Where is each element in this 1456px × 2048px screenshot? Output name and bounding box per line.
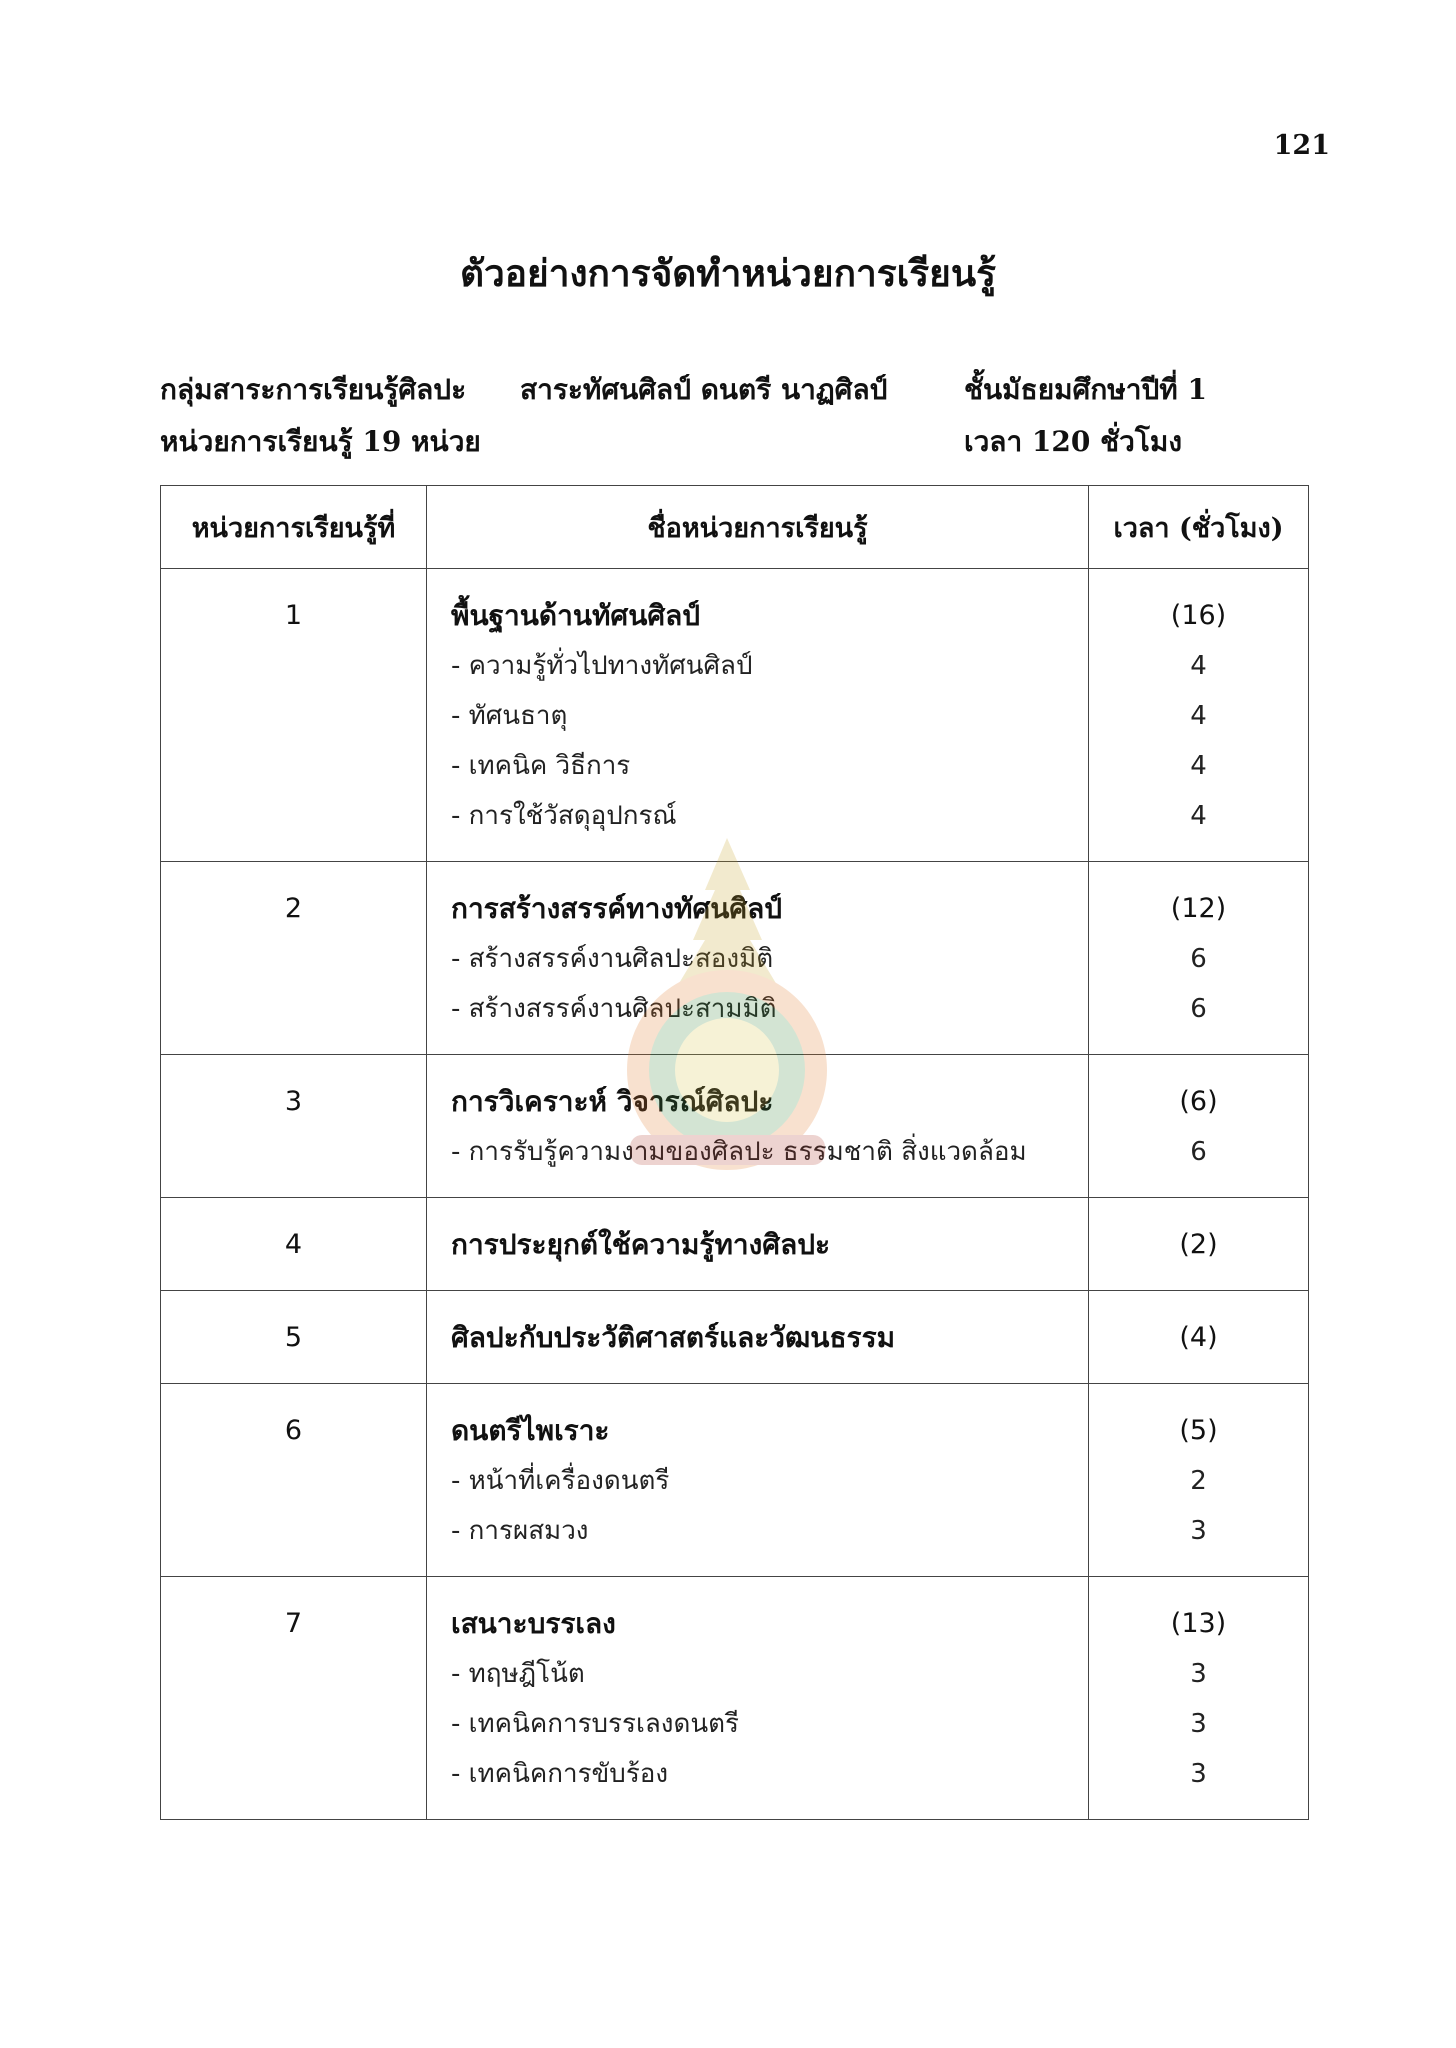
unit-title: พื้นฐานด้านทัศนศิลป์ bbox=[451, 599, 701, 632]
spacer bbox=[161, 1506, 426, 1556]
total-time: เวลา 120 ชั่วโมง bbox=[964, 425, 1183, 458]
unit-number-cell bbox=[161, 1291, 427, 1384]
unit-number: 4 bbox=[284, 1229, 303, 1260]
unit-hours-total: (12) bbox=[1170, 893, 1227, 924]
unit-name-cell bbox=[427, 1055, 1089, 1198]
unit-name-cell bbox=[427, 1198, 1089, 1291]
unit-number: 6 bbox=[284, 1415, 303, 1446]
unit-number-cell bbox=[161, 569, 427, 862]
sub-topic-hours: 3 bbox=[1190, 1516, 1207, 1546]
sub-topic-hours: 4 bbox=[1190, 801, 1207, 831]
unit-title: การวิเคราะห์ วิจารณ์ศิลปะ bbox=[451, 1085, 774, 1118]
unit-hours-total: (16) bbox=[1170, 600, 1227, 631]
sub-topic: - สร้างสรรค์งานศิลปะสามมิติ bbox=[451, 994, 777, 1024]
unit-number-cell bbox=[161, 1384, 427, 1577]
sub-topic: - สร้างสรรค์งานศิลปะสองมิติ bbox=[451, 944, 774, 974]
unit-title: ศิลปะกับประวัติศาสตร์และวัฒนธรรม bbox=[451, 1321, 896, 1354]
unit-hours-cell bbox=[1089, 1577, 1309, 1820]
unit-hours-cell bbox=[1089, 1055, 1309, 1198]
sub-topic: - การรับรู้ความงามของศิลปะ ธรรมชาติ สิ่งแวดล้อม bbox=[451, 1137, 1027, 1167]
sub-topic-hours: 4 bbox=[1190, 701, 1207, 731]
unit-title: เสนาะบรรเลง bbox=[451, 1607, 616, 1640]
unit-hours-cell bbox=[1089, 862, 1309, 1055]
table-row bbox=[161, 1291, 1309, 1384]
spacer bbox=[161, 641, 426, 691]
sub-topic: - หน้าที่เครื่องดนตรี bbox=[451, 1466, 670, 1496]
unit-hours-total: (5) bbox=[1179, 1415, 1218, 1446]
sub-topic-hours: 6 bbox=[1190, 994, 1207, 1024]
spacer bbox=[161, 791, 426, 841]
unit-title: ดนตรีไพเราะ bbox=[451, 1414, 610, 1447]
header-unit-number: หน่วยการเรียนรู้ที่ bbox=[161, 486, 427, 569]
unit-name-cell bbox=[427, 569, 1089, 862]
unit-name-cell bbox=[427, 1577, 1089, 1820]
page-number: 121 bbox=[1273, 130, 1330, 161]
unit-hours-total: (2) bbox=[1179, 1229, 1218, 1260]
spacer bbox=[161, 1127, 426, 1177]
sub-topic-hours: 6 bbox=[1190, 1137, 1207, 1167]
sub-topic-hours: 6 bbox=[1190, 944, 1207, 974]
spacer bbox=[161, 741, 426, 791]
table-row bbox=[161, 1198, 1309, 1291]
header-unit-name: ชื่อหน่วยการเรียนรู้ bbox=[427, 486, 1089, 569]
unit-hours-cell bbox=[1089, 1291, 1309, 1384]
unit-number-cell bbox=[161, 1577, 427, 1820]
sub-topic-hours: 2 bbox=[1190, 1466, 1207, 1496]
spacer bbox=[161, 934, 426, 984]
unit-number-cell bbox=[161, 1055, 427, 1198]
unit-hours-total: (13) bbox=[1170, 1608, 1227, 1639]
unit-name-cell bbox=[427, 1291, 1089, 1384]
unit-name-cell bbox=[427, 862, 1089, 1055]
sub-topic-hours: 4 bbox=[1190, 751, 1207, 781]
sub-topic: - การผสมวง bbox=[451, 1516, 589, 1546]
learning-units-table bbox=[160, 485, 1309, 1820]
sub-topic-hours: 3 bbox=[1190, 1659, 1207, 1689]
sub-topic-hours: 4 bbox=[1190, 651, 1207, 681]
spacer bbox=[161, 984, 426, 1034]
sub-topic: - ทฤษฎีโน้ต bbox=[451, 1659, 585, 1689]
sub-topic-hours: 3 bbox=[1190, 1759, 1207, 1789]
table-row bbox=[161, 1577, 1309, 1820]
unit-number: 1 bbox=[284, 600, 303, 631]
sub-topic: - เทคนิคการขับร้อง bbox=[451, 1759, 669, 1789]
spacer bbox=[161, 1649, 426, 1699]
table-row bbox=[161, 862, 1309, 1055]
spacer bbox=[161, 1456, 426, 1506]
unit-hours-cell bbox=[1089, 1384, 1309, 1577]
grade-level: ชั้นมัธยมศึกษาปีที่ 1 bbox=[964, 373, 1207, 406]
sub-topic: - ทัศนธาตุ bbox=[451, 701, 568, 731]
spacer bbox=[161, 691, 426, 741]
unit-number-cell bbox=[161, 1198, 427, 1291]
sub-topic: - เทคนิค วิธีการ bbox=[451, 751, 631, 781]
unit-count: หน่วยการเรียนรู้ 19 หน่วย bbox=[160, 425, 481, 458]
unit-number-cell bbox=[161, 862, 427, 1055]
document-title: ตัวอย่างการจัดทำหน่วยการเรียนรู้ bbox=[459, 251, 997, 295]
strands: สาระทัศนศิลป์ ดนตรี นาฏศิลป์ bbox=[520, 373, 888, 406]
unit-hours-cell bbox=[1089, 569, 1309, 862]
table-row bbox=[161, 1055, 1309, 1198]
spacer bbox=[161, 1749, 426, 1799]
unit-title: การสร้างสรรค์ทางทัศนศิลป์ bbox=[451, 892, 783, 925]
header-hours: เวลา (ชั่วโมง) bbox=[1089, 486, 1309, 569]
table-row bbox=[161, 569, 1309, 862]
sub-topic: - เทคนิคการบรรเลงดนตรี bbox=[451, 1709, 739, 1739]
sub-topic: - การใช้วัสดุอุปกรณ์ bbox=[451, 801, 677, 831]
table-body bbox=[161, 569, 1309, 1820]
sub-topic: - ความรู้ทั่วไปทางทัศนศิลป์ bbox=[451, 651, 753, 681]
unit-number: 5 bbox=[284, 1322, 303, 1353]
sub-topic-hours: 3 bbox=[1190, 1709, 1207, 1739]
table-row bbox=[161, 1384, 1309, 1577]
unit-title: การประยุกต์ใช้ความรู้ทางศิลปะ bbox=[451, 1228, 831, 1261]
spacer bbox=[161, 1699, 426, 1749]
unit-number: 2 bbox=[284, 893, 303, 924]
unit-number: 7 bbox=[284, 1608, 303, 1639]
subject-group: กลุ่มสาระการเรียนรู้ศิลปะ bbox=[160, 373, 467, 406]
unit-hours-total: (4) bbox=[1179, 1322, 1218, 1353]
table-header-row bbox=[161, 486, 1309, 569]
unit-hours-total: (6) bbox=[1179, 1086, 1218, 1117]
unit-name-cell bbox=[427, 1384, 1089, 1577]
unit-hours-cell bbox=[1089, 1198, 1309, 1291]
unit-number: 3 bbox=[284, 1086, 303, 1117]
